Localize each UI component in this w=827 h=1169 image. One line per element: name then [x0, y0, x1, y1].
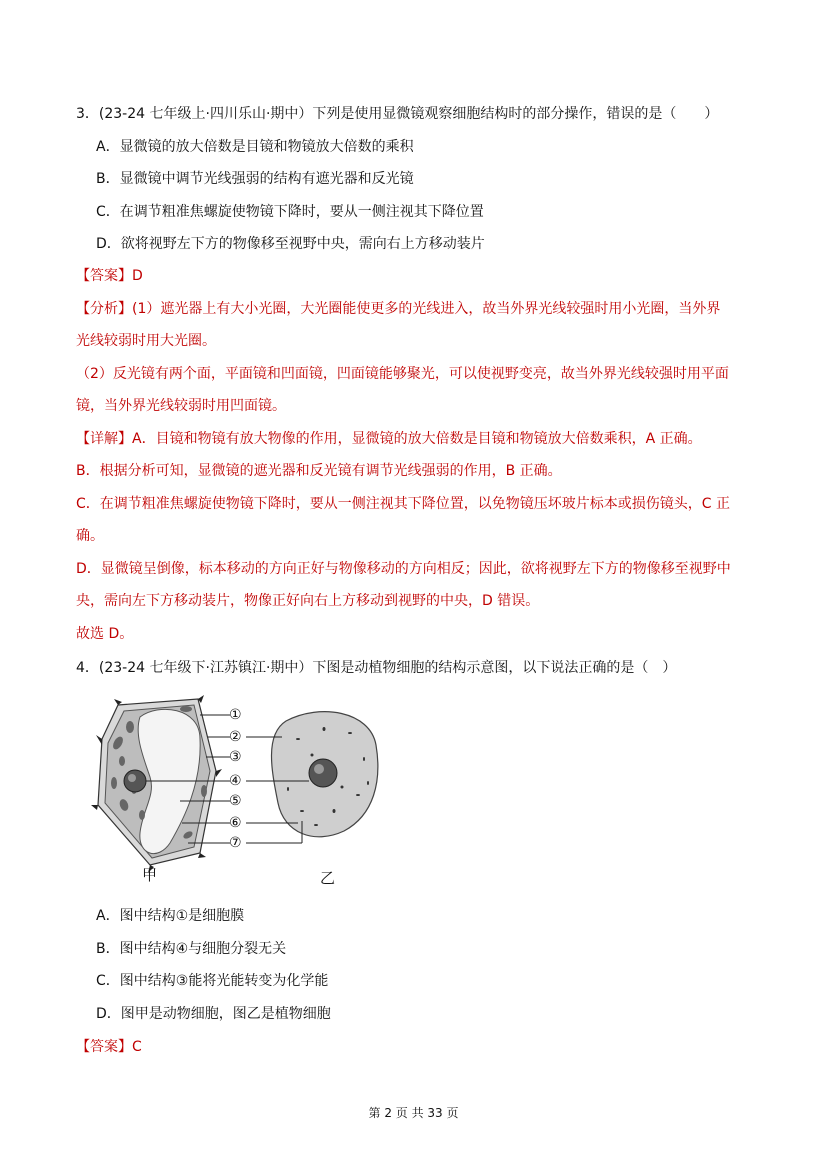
q3-detail-line-2: B．根据分析可知，显微镜的遮光器和反光镜有调节光线强弱的作用，B 正确。: [76, 463, 562, 479]
q3-detail-line-4: 确。: [76, 528, 104, 544]
label-3: ③: [229, 749, 242, 765]
q3-answer: 【答案】D: [76, 268, 143, 284]
q3-detail-line-7: 故选 D。: [76, 626, 134, 642]
label-7: ⑦: [229, 835, 242, 851]
q3-detail-line-5: D．显微镜呈倒像，标本移动的方向正好与物像移动的方向相反；因此，欲将视野左下方的物像移至视野中: [76, 561, 731, 577]
q3-option-c: C．在调节粗准焦螺旋使物镜下降时，要从一侧注视其下降位置: [96, 204, 484, 220]
q3-option-d: D．欲将视野左下方的物像移至视野中央，需向右上方移动装片: [96, 236, 485, 252]
q4-option-c: C．图中结构③能将光能转变为化学能: [96, 973, 329, 989]
q3-analysis-line-4: 镜，当外界光线较弱时用凹面镜。: [76, 398, 286, 414]
q3-detail-line-6: 央，需向左下方移动装片，物像正好向右上方移动到视野的中央，D 错误。: [76, 593, 540, 609]
label-2: ②: [229, 729, 242, 745]
q4-option-d: D．图甲是动物细胞，图乙是植物细胞: [96, 1006, 331, 1022]
label-4: ④: [229, 773, 242, 789]
q4-stem: 4．(23-24 七年级下·江苏镇江·期中）下图是动植物细胞的结构示意图，以下说法正确的是（ ）: [76, 660, 677, 676]
label-6: ⑥: [229, 815, 242, 831]
q3-analysis-line-3: （2）反光镜有两个面，平面镜和凹面镜，凹面镜能够聚光，可以使视野变亮，故当外界光线较强时用平面: [76, 366, 729, 382]
q3-detail-line-3: C．在调节粗准焦螺旋使物镜下降时，要从一侧注视其下降位置，以免物镜压坏玻片标本或损伤镜头，C 正: [76, 496, 730, 512]
q3-detail-line-1: 【详解】A．目镜和物镜有放大物像的作用，显微镜的放大倍数是目镜和物镜放大倍数乘积，A 正确。: [76, 431, 702, 447]
page-footer: 第 2 页 共 33 页: [368, 1106, 459, 1120]
q3-analysis-line-1: 【分析】(1）遮光器上有大小光圈，大光圈能使更多的光线进入，故当外界光线较强时用小光圈，当外界: [76, 301, 721, 317]
label-5: ⑤: [229, 793, 242, 809]
label-1: ①: [229, 707, 242, 723]
q3-option-b: B．显微镜中调节光线强弱的结构有遮光器和反光镜: [96, 171, 414, 187]
q4-answer: 【答案】C: [76, 1039, 142, 1055]
q3-option-a: A．显微镜的放大倍数是目镜和物镜放大倍数的乘积: [96, 139, 414, 155]
caption-animal: 乙: [320, 869, 336, 887]
q3-analysis-line-2: 光线较弱时用大光圈。: [76, 333, 216, 349]
animal-nucleus: [309, 759, 337, 787]
q4-option-a: A．图中结构①是细胞膜: [96, 908, 245, 924]
q4-option-b: B．图中结构④与细胞分裂无关: [96, 941, 287, 957]
caption-plant: 甲: [142, 866, 158, 884]
plant-nucleus: [124, 770, 146, 792]
q3-stem: 3．(23-24 七年级上·四川乐山·期中）下列是使用显微镜观察细胞结构时的部分操作，错误的是（ ）: [76, 106, 719, 122]
